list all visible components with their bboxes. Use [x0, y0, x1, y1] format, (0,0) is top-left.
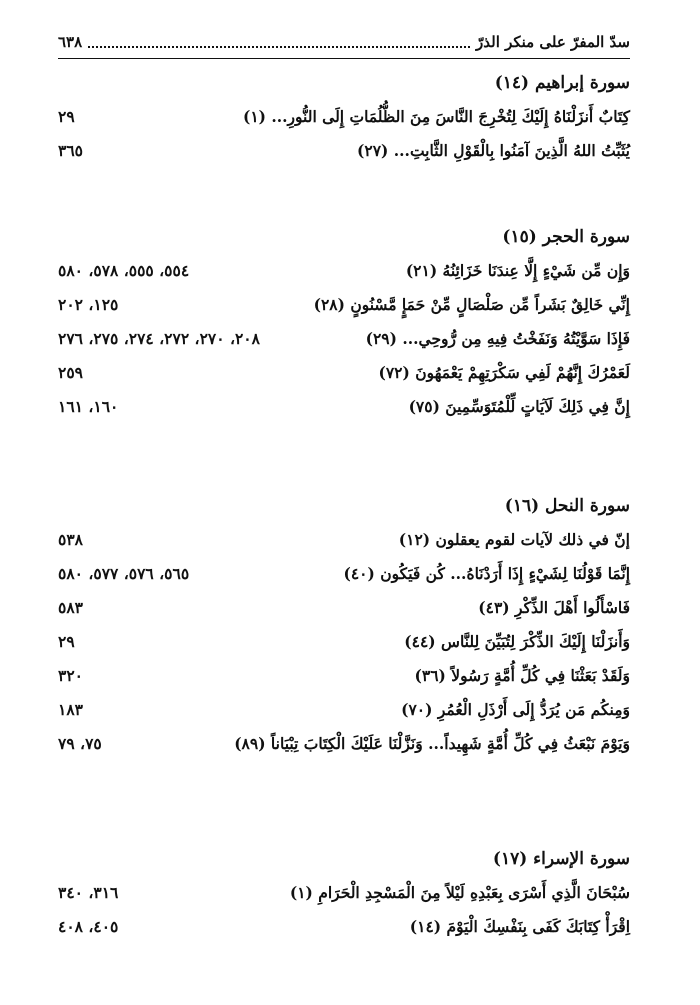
page-refs: ١٢٥، ٢٠٢: [58, 294, 119, 314]
page-refs: ٥٣٨: [58, 529, 83, 549]
surah-section-isra: [58, 843, 630, 943]
page-refs: ٢٥٩: [58, 362, 83, 382]
page-refs: ٢٠٨، ٢٧٠، ٢٧٢، ٢٧٤، ٢٧٥، ٢٧٦: [58, 328, 260, 348]
index-row: [58, 355, 630, 389]
index-row: [58, 556, 630, 590]
index-row: [58, 909, 630, 943]
index-row: [58, 133, 630, 167]
header-rule: [58, 58, 630, 59]
index-row: [58, 658, 630, 692]
running-header: [58, 30, 630, 54]
page-refs: ٤٠٥، ٤٠٨: [58, 916, 119, 936]
index-row: [58, 875, 630, 909]
surah-title: سورة النحل (١٦): [504, 496, 630, 516]
surah-title: سورة الحجر (١٥): [502, 227, 630, 247]
index-row: [58, 726, 630, 760]
verse-text: اِقْرَأْ كِتَابَكَ كَفَى بِنَفْسِكَ الْيَوْمَ (١٤): [409, 916, 630, 936]
verse-text: إِنَّمَا قَوْلُنَا لِشَيْءٍ إِذَا أَرَدْنَاهُ... كُن فَيَكُون (٤٠): [343, 563, 630, 583]
surah-title: سورة الإسراء (١٧): [492, 849, 630, 869]
page-refs: ٥٦٥، ٥٧٦، ٥٧٧، ٥٨٠: [58, 563, 190, 583]
leader-dots: [88, 36, 470, 48]
index-row: [58, 624, 630, 658]
verse-text: وَيَوْمَ نَبْعَثُ فِي كُلِّ أُمَّةٍ شَهِيداً... وَنَزَّلْنَا عَلَيْكَ الْكِتَابَ تِبْيَاناً (٨٩): [234, 733, 630, 753]
page-refs: ٣٦٥: [58, 140, 83, 160]
page-refs: ٣٢٠: [58, 665, 83, 685]
index-row: [58, 253, 630, 287]
verse-text: كِتَابٌ أَنزَلْنَاهُ إِلَيْكَ لِتُخْرِجَ النَّاسَ مِنَ الظُّلُمَاتِ إِلَى النُّورِ... (١): [242, 106, 630, 126]
page-refs: ٢٩: [58, 106, 75, 126]
verse-text: وَإِن مِّن شَيْءٍ إِلَّا عِندَنَا خَزَائِنُهُ (٢١): [405, 260, 630, 280]
page-refs: ٧٥، ٧٩: [58, 733, 102, 753]
verse-text: إِنِّي خَالِقٌ بَشَراً مِّن صَلْصَالٍ مِّنْ حَمَإٍ مَّسْنُونٍ (٢٨): [313, 294, 630, 314]
verse-text: وَلَقَدْ بَعَثْنَا فِي كُلِّ أُمَّةٍ رَسُولاً (٣٦): [414, 665, 630, 685]
surah-title: سورة إبراهيم (١٤): [494, 73, 630, 93]
index-row: [58, 590, 630, 624]
index-row: [58, 522, 630, 556]
index-row: [58, 389, 630, 423]
verse-text: فَاسْأَلُوا أَهْلَ الذِّكْرِ (٤٣): [478, 597, 630, 617]
verse-text: وَمِنكُم مَن يُرَدُّ إِلَى أَرْذَلِ الْعُمُرِ (٧٠): [401, 699, 630, 719]
index-row: [58, 99, 630, 133]
surah-section-hijr: [58, 221, 630, 423]
index-row: [58, 287, 630, 321]
verse-text: إنّ في ذلك لآيات لقوم يعقلون (١٢): [398, 529, 630, 549]
verse-text: فَإِذَا سَوَّيْتُهُ وَنَفَخْتُ فِيهِ مِن رُّوحِي... (٢٩): [365, 328, 630, 348]
verse-text: وَأَنزَلْنَا إِلَيْكَ الذِّكْرَ لِتُبَيِّنَ لِلنَّاس (٤٤): [404, 631, 630, 651]
surah-section-ibrahim: [58, 67, 630, 167]
page-refs: ٥٥٤، ٥٥٥، ٥٧٨، ٥٨٠: [58, 260, 190, 280]
page-refs: ١٨٣: [58, 699, 83, 719]
verse-text: سُبْحَانَ الَّذِي أَسْرَى بِعَبْدِهِ لَيْلاً مِنَ الْمَسْجِدِ الْحَرَامِ (١): [289, 882, 630, 902]
page-refs: ٣١٦، ٣٤٠: [58, 882, 119, 902]
page-refs: ٢٩: [58, 631, 75, 651]
book-title: سدّ المفرّ على منكر الذرّ: [476, 33, 630, 51]
page-refs: ١٦٠، ١٦١: [58, 396, 119, 416]
page-refs: ٥٨٣: [58, 597, 83, 617]
verse-text: لَعَمْرُكَ إِنَّهُمْ لَفِي سَكْرَتِهِمْ يَعْمَهُونَ (٧٢): [378, 362, 630, 382]
page-number: ٦٣٨: [58, 33, 83, 51]
index-row: [58, 321, 630, 355]
verse-text: يُثَبِّتُ اللهُ الَّذِينَ آمَنُوا بِالْقَوْلِ الثَّابِتِ... (٢٧): [357, 140, 630, 160]
verse-text: إِنَّ فِي ذَلِكَ لَآيَاتٍ لِّلْمُتَوَسِّمِينَ (٧٥): [408, 396, 630, 416]
surah-section-nahl: [58, 490, 630, 760]
index-row: [58, 692, 630, 726]
